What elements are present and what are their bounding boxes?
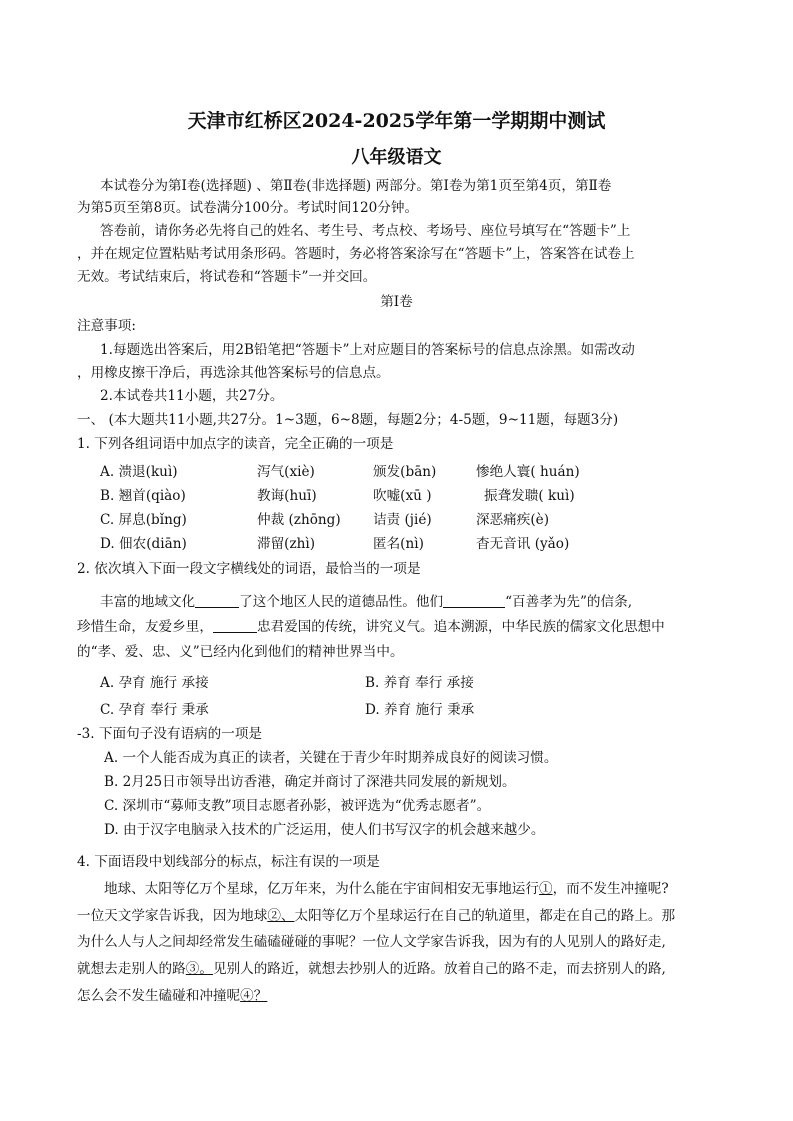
q4-text-4b: 见别人的路近，就想去抄别人的近路。放着自己的路不走，而去挤别人的路, (212, 961, 666, 977)
q2-passage-line-2 (77, 617, 665, 637)
q2-text-2a: 珍惜生命，友爱乡里， (77, 619, 213, 635)
q4-text-1b: ，而不发生冲撞呢? (552, 881, 669, 897)
q1-row-b-4: 振聋发聩( kuì) (484, 488, 575, 504)
q2-option-d: D. 养育 施行 秉承 (365, 702, 475, 718)
exam-subject: 八年级语文 (351, 147, 442, 168)
q2-text-1a: 丰富的地域文化 (100, 594, 196, 610)
q2-text-1c: “百善孝为先”的信条, (505, 594, 633, 610)
q1-row-b-3: 吹嘘(xū ) (373, 488, 432, 504)
q4-text-2a: 一位天文学家告诉我，因为地球 (77, 908, 268, 924)
q4-passage-line-2 (77, 906, 675, 926)
q2-text-2b: 忠君爱国的传统，讲究义气。追本溯源，中华民族的儒家文化思想中 (256, 619, 665, 635)
q1-row-c-1: C. 屏息(bǐng) (100, 512, 187, 528)
q1-row-a-1: A. 溃退(kuì) (100, 464, 178, 480)
exam-title: 天津市红桥区2024-2025学年第一学期期中测试 (187, 110, 606, 132)
q1-row-d-4: 杳无音讯 (yǎo) (476, 536, 570, 552)
q4-text-1a: 地球、太阳等亿万个星球，亿万年来，为什么能在宇宙间相安无事地运行 (104, 881, 539, 897)
q1-row-c-3: 诘责 (jié) (373, 512, 432, 528)
q4-mark-1: ① (539, 881, 553, 897)
q3-option-d: D. 由于汉字电脑录入技术的广泛运用，使人们书写汉字的机会越来越少。 (104, 822, 545, 838)
q4-passage-line-1 (104, 879, 669, 899)
q1-stem: 1. 下列各组词语中加点字的读音，完全正确的一项是 (77, 436, 394, 452)
note-1-line-1: 1.每题选出答案后，用2B铅笔把“答题卡”上对应题目的答案标号的信息点涂黑。如需改动 (100, 342, 635, 358)
q4-mark-2: ②、 (267, 908, 295, 924)
q4-stem: 4. 下面语段中划线部分的标点，标注有误的一项是 (77, 854, 380, 870)
q4-text-4a: 就想去走别人的路 (77, 961, 186, 977)
q1-row-c-4: 深恶痛疾(è) (476, 512, 550, 528)
q1-row-a-2: 泻气(xiè) (257, 464, 315, 480)
q3-stem: -3. 下面句子没有语病的一项是 (77, 726, 263, 742)
intro-line-2: 为第5页至第8页。试卷满分100分。考试时间120分钟。 (77, 200, 419, 216)
intro-line-3: 答卷前，请你务必先将自己的姓名、考生号、考点校、考场号、座位号填写在“答题卡”上 (100, 223, 631, 239)
q2-option-c: C. 孕育 奉行 秉承 (100, 702, 209, 718)
q1-row-c-2: 仲裁 (zhōng) (257, 512, 341, 528)
q1-row-d-1: D. 佃农(diān) (100, 536, 187, 552)
q4-passage-line-5 (77, 986, 267, 1006)
q3-option-c: C. 深圳市“募师支教”项目志愿者孙影，被评选为“优秀志愿者”。 (104, 798, 491, 814)
intro-line-4: ，并在规定位置粘贴考试用条形码。答题时，务必将答案涂写在“答题卡”上，答案答在试卷上 (77, 246, 635, 262)
q2-blank-2 (443, 593, 505, 608)
intro-line-5: 无效。考试结束后，将试卷和“答题卡”一并交回。 (77, 269, 377, 285)
q4-passage-line-3: 为什么人与人之间却经常发生磕磕碰碰的事呢？一位人文学家告诉我，因为有的人见别人的路好走, (77, 934, 666, 950)
q1-row-b-2: 教诲(huī) (257, 488, 317, 504)
q1-row-b-1: B. 翘首(qiào) (100, 488, 186, 504)
q2-option-b: B. 养育 奉行 承接 (365, 675, 474, 691)
q4-text-2b: 太阳等亿万个星球运行在自己的轨道里，都走在自己的路上。那 (294, 908, 676, 924)
q2-blank-3 (213, 618, 257, 633)
q3-option-b: B. 2月25日市领导出访香港，确定并商讨了深港共同发展的新规划。 (104, 774, 516, 790)
q1-row-a-4: 惨绝人寰( huán) (476, 464, 580, 480)
q2-text-1b: 了这个地区人民的道德品性。他们 (239, 594, 444, 610)
q2-blank-1 (195, 593, 239, 608)
notes-label: 注意事项: (77, 318, 136, 334)
note-1-line-2: ，用橡皮擦干净后，再选涂其他答案标号的信息点。 (77, 365, 390, 381)
q4-passage-line-4 (77, 959, 666, 979)
q2-option-a: A. 孕育 施行 承接 (100, 675, 209, 691)
q2-passage-line-3: 的“孝、爱、忠、义”已经内化到他们的精神世界当中。 (77, 644, 404, 660)
note-2: 2.本试卷共11小题，共27分。 (100, 388, 284, 404)
q2-stem: 2. 依次填入下面一段文字横线处的词语，最恰当的一项是 (77, 561, 421, 577)
q1-row-a-3: 颁发(bān) (373, 464, 437, 480)
q1-row-d-2: 滞留(zhì) (257, 536, 316, 552)
q4-mark-4: ④？ (240, 988, 268, 1004)
intro-line-1: 本试卷分为第Ⅰ卷(选择题) 、第Ⅱ卷(非选择题) 两部分。第Ⅰ卷为第1页至第4页，第Ⅱ卷 (100, 178, 612, 194)
q4-text-5a: 怎么会不发生磕碰和冲撞呢 (77, 988, 241, 1004)
q1-row-d-3: 匿名(nì) (373, 536, 424, 552)
section-heading: 第Ⅰ卷 (380, 294, 413, 310)
part-heading: 一、 (本大题共11小题,共27分。1~3题，6~8题，每题2分；4-5题，9~11题，每题3分) (77, 412, 619, 428)
q2-passage-line-1 (100, 592, 632, 612)
q4-mark-3: ③。 (185, 961, 213, 977)
q3-option-a: A. 一个人能否成为真正的读者，关键在于青少年时期养成良好的阅读习惯。 (104, 750, 558, 766)
